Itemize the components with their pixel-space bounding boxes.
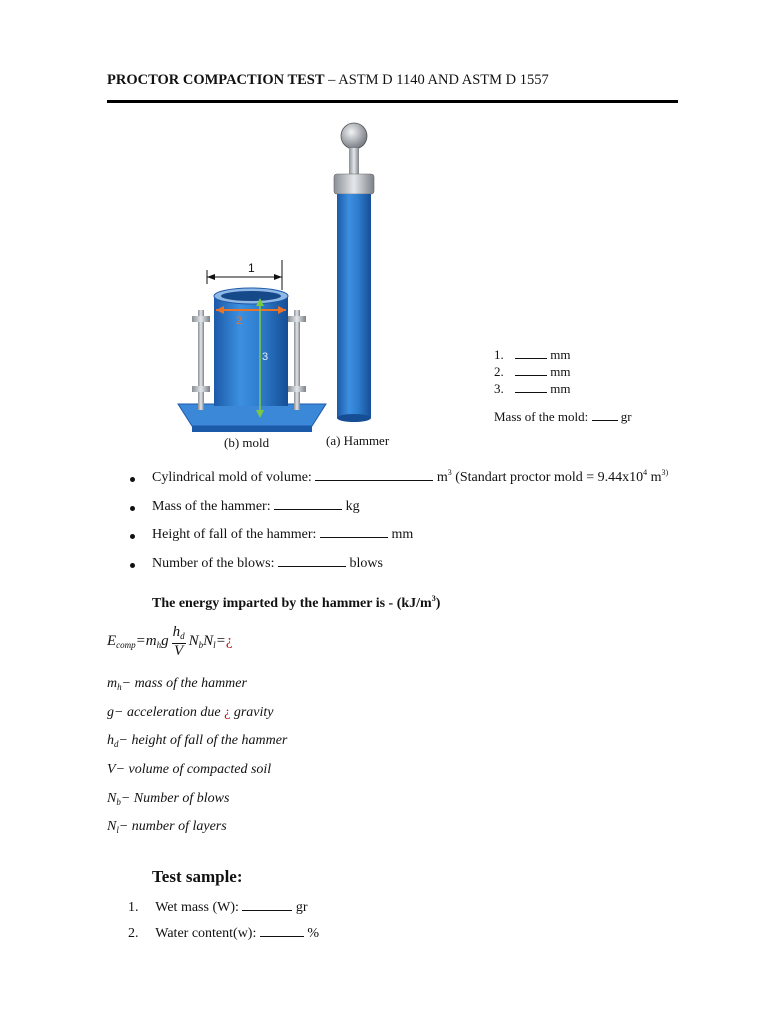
measurement-3	[494, 381, 570, 397]
volume-unit: m	[436, 470, 448, 485]
definition-text: − number of layers	[118, 819, 227, 835]
bullet-blows	[128, 556, 668, 585]
mold-mass-blank	[592, 410, 618, 421]
bullet-hammer-mass	[128, 499, 668, 528]
definition-symbol: h	[107, 733, 114, 749]
formula-tail: ¿	[225, 632, 233, 649]
mold-mass	[494, 409, 632, 425]
mold-mass-unit: gr	[620, 409, 632, 424]
sample-blank	[260, 926, 304, 937]
blows-blank	[278, 556, 346, 567]
title-rule	[107, 100, 678, 103]
definition-symbol: N	[107, 790, 117, 806]
formula-mh-sub: h	[156, 639, 162, 650]
mold-mass-label: Mass of the mold:	[494, 409, 589, 424]
bullet-volume	[128, 470, 668, 499]
measurement-1-num: 1.	[494, 347, 504, 362]
definition-text: − mass of the hammer	[121, 676, 247, 691]
definition-sub: d	[114, 739, 119, 750]
energy-heading-end: )	[435, 596, 441, 611]
formula-nl: N	[203, 632, 214, 649]
fall-height-blank	[320, 527, 388, 538]
hammer-mass-label: Mass of the hammer:	[152, 498, 271, 514]
definition-mass	[107, 676, 287, 705]
formula-fraction	[172, 625, 186, 658]
mold-caption: (b) mold	[224, 435, 270, 450]
formula-eq2: =	[215, 632, 226, 649]
definition-text-2: gravity	[230, 704, 274, 720]
sample-blank	[242, 900, 292, 911]
bullet-fall-height	[128, 527, 668, 556]
bullet-dot	[130, 534, 135, 539]
volume-label: Cylindrical mold of volume:	[152, 470, 312, 485]
measurement-3-num: 3.	[494, 381, 504, 396]
measurement-2-unit: mm	[550, 364, 571, 379]
definition-text: − acceleration due	[114, 704, 225, 720]
formula-lhs: E	[107, 632, 117, 649]
definitions-list	[107, 676, 287, 848]
definition-symbol: m	[107, 676, 118, 691]
definition-mark: ¿	[224, 704, 231, 720]
energy-formula	[107, 625, 232, 665]
blows-label: Number of the blows:	[152, 555, 275, 571]
formula-nb: N	[188, 632, 199, 649]
blows-unit: blows	[349, 555, 383, 571]
definition-text: − Number of blows	[120, 790, 230, 806]
formula-nl-sub: l	[213, 639, 216, 650]
definition-layers	[107, 819, 287, 848]
definition-height	[107, 733, 287, 762]
formula-num-sub: d	[180, 631, 185, 641]
definition-symbol: N	[107, 819, 117, 835]
measurement-2-num: 2.	[494, 364, 504, 379]
hammer	[334, 123, 374, 422]
test-sample-heading: Test sample:	[152, 867, 243, 886]
measurement-1	[494, 347, 570, 363]
sample-wet-mass	[128, 900, 319, 926]
volume-note-unit: m	[647, 470, 662, 485]
energy-heading-exp: 3	[431, 594, 436, 603]
dimension-3-label: 3	[262, 351, 269, 363]
dimension-1-label: 1	[248, 261, 255, 275]
definition-symbol: g	[107, 704, 114, 720]
apparatus-figure	[106, 110, 452, 456]
sample-num: 2.	[128, 926, 139, 941]
measurement-1-unit: mm	[550, 347, 571, 362]
formula-g: g	[161, 632, 169, 649]
fall-height-unit: mm	[391, 527, 414, 542]
formula-numerator	[172, 625, 186, 644]
measurement-3-unit: mm	[550, 381, 571, 396]
measurement-2-blank	[515, 365, 547, 376]
energy-heading-text: The energy imparted by the hammer is - (kJ/m	[152, 596, 432, 611]
hammer-mass-unit: kg	[345, 498, 360, 514]
formula-lhs-sub: comp	[116, 639, 136, 650]
definition-blows	[107, 791, 287, 820]
hammer-mass-blank	[274, 499, 342, 510]
definition-gravity	[107, 705, 287, 734]
title-rest: – ASTM D 1140 AND ASTM D 1557	[324, 72, 549, 88]
sample-water-content	[128, 926, 319, 952]
formula-eq1: =m	[135, 632, 157, 649]
sample-unit: %	[307, 926, 320, 941]
definition-text: − volume of compacted soil	[115, 762, 272, 778]
bullet-dot	[130, 477, 135, 482]
hammer-caption: (a) Hammer	[326, 433, 390, 448]
definition-sub: l	[116, 825, 119, 836]
formula-denominator: V	[174, 643, 184, 659]
volume-note: (Standart proctor mold = 9.44x10	[451, 470, 644, 485]
measurement-3-blank	[515, 382, 547, 393]
energy-heading	[152, 596, 440, 612]
volume-blank	[315, 470, 433, 481]
definition-symbol: V	[107, 762, 116, 778]
definition-sub: b	[116, 796, 121, 807]
measurement-2	[494, 364, 570, 380]
dimension-2-label: 2	[236, 315, 243, 327]
measurement-1-blank	[515, 348, 547, 359]
sample-label: Wet mass (W):	[155, 900, 239, 915]
test-sample-list	[128, 900, 319, 952]
apparatus-illustration	[106, 110, 452, 456]
title-bold: PROCTOR COMPACTION TEST	[107, 72, 325, 88]
definition-sub: h	[117, 682, 122, 692]
page-title	[107, 72, 549, 89]
volume-unit-exp: 3	[447, 468, 452, 477]
definition-volume	[107, 762, 287, 791]
formula-num: h	[172, 624, 181, 640]
dimension-1	[207, 260, 282, 290]
volume-note-end: 3)	[661, 468, 669, 477]
formula-nb-sub: b	[198, 639, 204, 650]
sample-unit: gr	[295, 900, 308, 915]
bullet-dot	[130, 506, 135, 511]
sample-num: 1.	[128, 900, 139, 915]
fall-height-label: Height of fall of the hammer:	[152, 527, 317, 542]
bullet-dot	[130, 563, 135, 568]
sample-label: Water content(w):	[155, 926, 257, 941]
volume-note-exp: 4	[643, 468, 648, 477]
definition-text: − height of fall of the hammer	[118, 733, 288, 749]
parameter-list	[128, 470, 668, 584]
